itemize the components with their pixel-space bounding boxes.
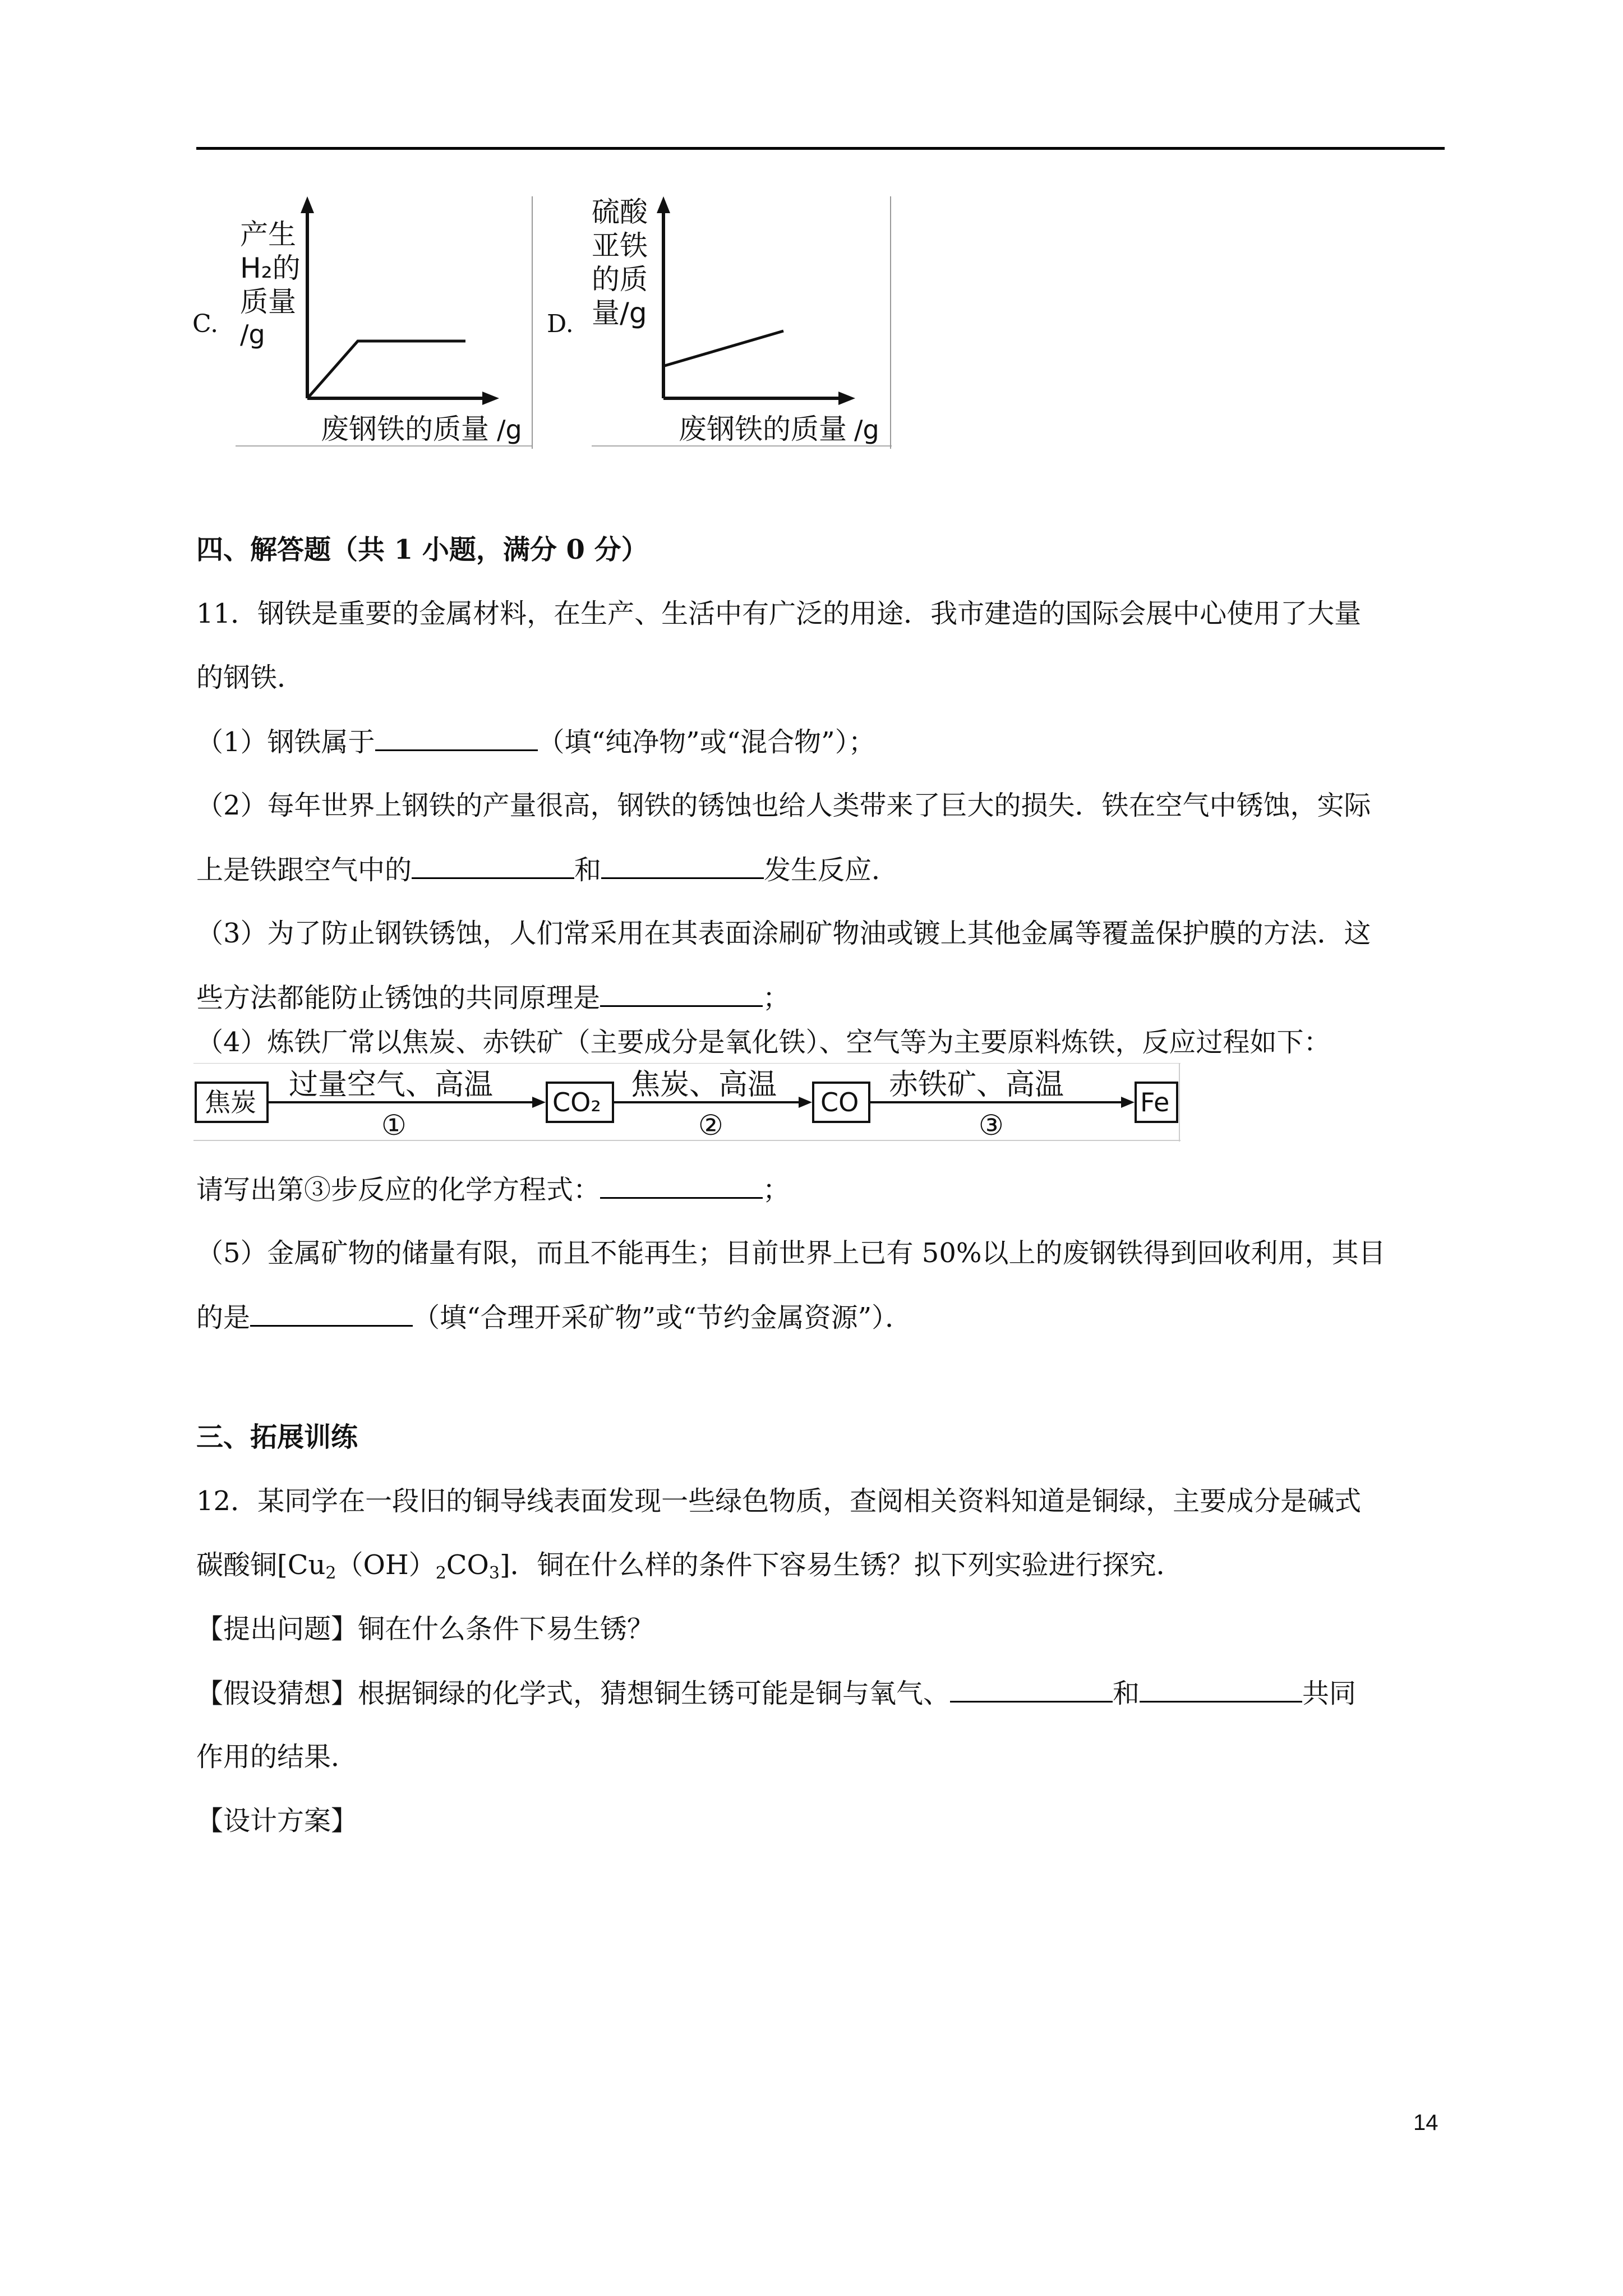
flow-step1-label: 过量空气、高温	[289, 1068, 494, 1102]
d-ylabel-2: 亚铁	[592, 229, 648, 262]
q11-part5-line1: （5）金属矿物的储量有限，而且不能再生；目前世界上已有 50%以上的废钢铁得到回收利用，其目	[196, 1237, 1386, 1269]
q11-p2-mid: 和	[574, 854, 602, 886]
d-ylabel-4: 量/g	[592, 297, 647, 329]
q12-line2	[196, 1548, 1183, 1590]
q12-hyp-line2: 作用的结果．	[196, 1741, 358, 1773]
q12-design: 【设计方案】	[196, 1805, 358, 1837]
d-ylabel-3: 的质	[592, 263, 648, 296]
d-x-arrow	[838, 392, 855, 405]
flow-mid2-text: CO	[820, 1087, 859, 1117]
flow-end-text: Fe	[1140, 1087, 1170, 1117]
d-ylabel-1: 硫酸	[592, 196, 648, 228]
option-c-graph-svg	[236, 196, 533, 449]
q11-stem-line2: 的钢铁．	[196, 662, 305, 693]
c-xlabel: 废钢铁的质量	[321, 413, 489, 445]
option-c-letter: C.	[192, 310, 219, 338]
option-d-graph-svg	[592, 196, 892, 449]
option-d-letter: D.	[547, 310, 574, 338]
iron-smelting-flow	[193, 1063, 1181, 1142]
c-y-arrow	[301, 196, 314, 213]
q11-p4-after: ；	[763, 1174, 790, 1205]
header-rule	[196, 147, 1445, 150]
q11-p2-blank1[interactable]	[412, 853, 574, 879]
section4-heading: 四、解答题（共 1 小题，满分 0 分）	[196, 534, 648, 565]
q11-part1	[196, 725, 875, 759]
q11-p1-before: （1）钢铁属于	[196, 726, 375, 758]
option-d-graph	[592, 196, 892, 449]
c-ylabel-1: 产生	[240, 218, 296, 251]
c-ylabel-4: /g	[240, 319, 265, 349]
q12-l2-c: CO	[446, 1549, 489, 1581]
flow-step3-num: ③	[979, 1109, 1004, 1142]
q12-hyp-before: 【假设猜想】根据铜绿的化学式，猜想铜生锈可能是铜与氧气、	[196, 1678, 951, 1709]
c-x-arrow	[482, 392, 499, 405]
q12-l2-sub3: 3	[488, 1563, 500, 1583]
q12-hypothesis	[196, 1676, 1356, 1710]
q11-p3-after: ；	[763, 982, 790, 1014]
flow-svg	[193, 1063, 1181, 1142]
q12-l2-sub1: 2	[325, 1563, 336, 1583]
flow-step2-num: ②	[698, 1109, 723, 1142]
flow-start-text: 焦炭	[205, 1087, 256, 1117]
c-curve	[308, 341, 465, 397]
q12-hyp-blank1[interactable]	[950, 1676, 1113, 1703]
d-xunit: /g	[854, 415, 879, 445]
q11-part4-line2	[196, 1172, 790, 1207]
q11-p2-after: 发生反应．	[764, 854, 899, 886]
option-c-graph	[236, 196, 533, 449]
c-ylabel-2: H₂的	[240, 252, 301, 284]
d-curve	[665, 331, 783, 366]
graph-divider	[532, 196, 533, 449]
q12-l2-b: （OH）	[336, 1549, 436, 1581]
q11-p4-blank[interactable]	[600, 1172, 763, 1199]
flow-step1-num: ①	[381, 1109, 407, 1142]
q12-hyp-blank2[interactable]	[1140, 1676, 1302, 1703]
q11-p5-before: 的是	[196, 1302, 251, 1333]
q12-l2-sub2: 2	[435, 1563, 446, 1583]
q12-l2-d: ]．铜在什么样的条件下容易生锈？拟下列实验进行探究．	[499, 1549, 1183, 1581]
c-xunit: /g	[497, 415, 522, 445]
flow-step2-label: 焦炭、高温	[631, 1068, 777, 1102]
q11-p1-after: （填“纯净物”或“混合物”）；	[537, 726, 875, 758]
d-y-arrow	[657, 196, 670, 213]
q11-part3-line1: （3）为了防止钢铁锈蚀，人们常采用在其表面涂刷矿物油或镀上其他金属等覆盖保护膜的方法．这	[196, 918, 1371, 949]
d-xlabel: 废钢铁的质量	[679, 413, 847, 445]
flow-mid1-text: CO₂	[552, 1087, 601, 1117]
q11-part5-line2	[196, 1300, 912, 1335]
q11-p3-blank[interactable]	[600, 981, 763, 1007]
q11-p5-after: （填“合理开采矿物”或“节约金属资源”）．	[413, 1302, 912, 1333]
q11-part4-line1: （4）炼铁厂常以焦炭、赤铁矿（主要成分是氧化铁）、空气等为主要原料炼铁，反应过程如下：	[196, 1027, 1331, 1058]
q11-p4-before: 请写出第③步反应的化学方程式：	[196, 1174, 601, 1205]
q12-hyp-after: 共同	[1302, 1678, 1357, 1709]
q11-p3-before: 些方法都能防止锈蚀的共同原理是	[196, 982, 601, 1014]
section3-heading: 三、拓展训练	[196, 1421, 358, 1453]
q11-p5-blank[interactable]	[250, 1300, 413, 1327]
q11-p2-before: 上是铁跟空气中的	[196, 854, 412, 886]
q12-line1: 12．某同学在一段旧的铜导线表面发现一些绿色物质，查阅相关资料知道是铜绿，主要成分是碱式	[196, 1485, 1362, 1517]
flow-step3-label: 赤铁矿、高温	[889, 1068, 1064, 1102]
q11-part3-line2	[196, 981, 790, 1015]
q11-p1-blank[interactable]	[375, 725, 538, 751]
q12-ask: 【提出问题】铜在什么条件下易生锈？	[196, 1613, 654, 1645]
q12-l2-a: 碳酸铜[Cu	[196, 1549, 326, 1581]
c-ylabel-3: 质量	[240, 286, 296, 318]
q12-hyp-mid: 和	[1113, 1678, 1140, 1709]
q11-stem-line1: 11．钢铁是重要的金属材料，在生产、生活中有广泛的用途．我市建造的国际会展中心使用了大量	[196, 598, 1362, 629]
q11-p2-blank2[interactable]	[601, 853, 764, 879]
q11-part2-line2	[196, 853, 898, 887]
page-number: 14	[1413, 2110, 1438, 2135]
q11-part2-line1: （2）每年世界上钢铁的产量很高，钢铁的锈蚀也给人类带来了巨大的损失．铁在空气中锈蚀，实际	[196, 790, 1371, 821]
